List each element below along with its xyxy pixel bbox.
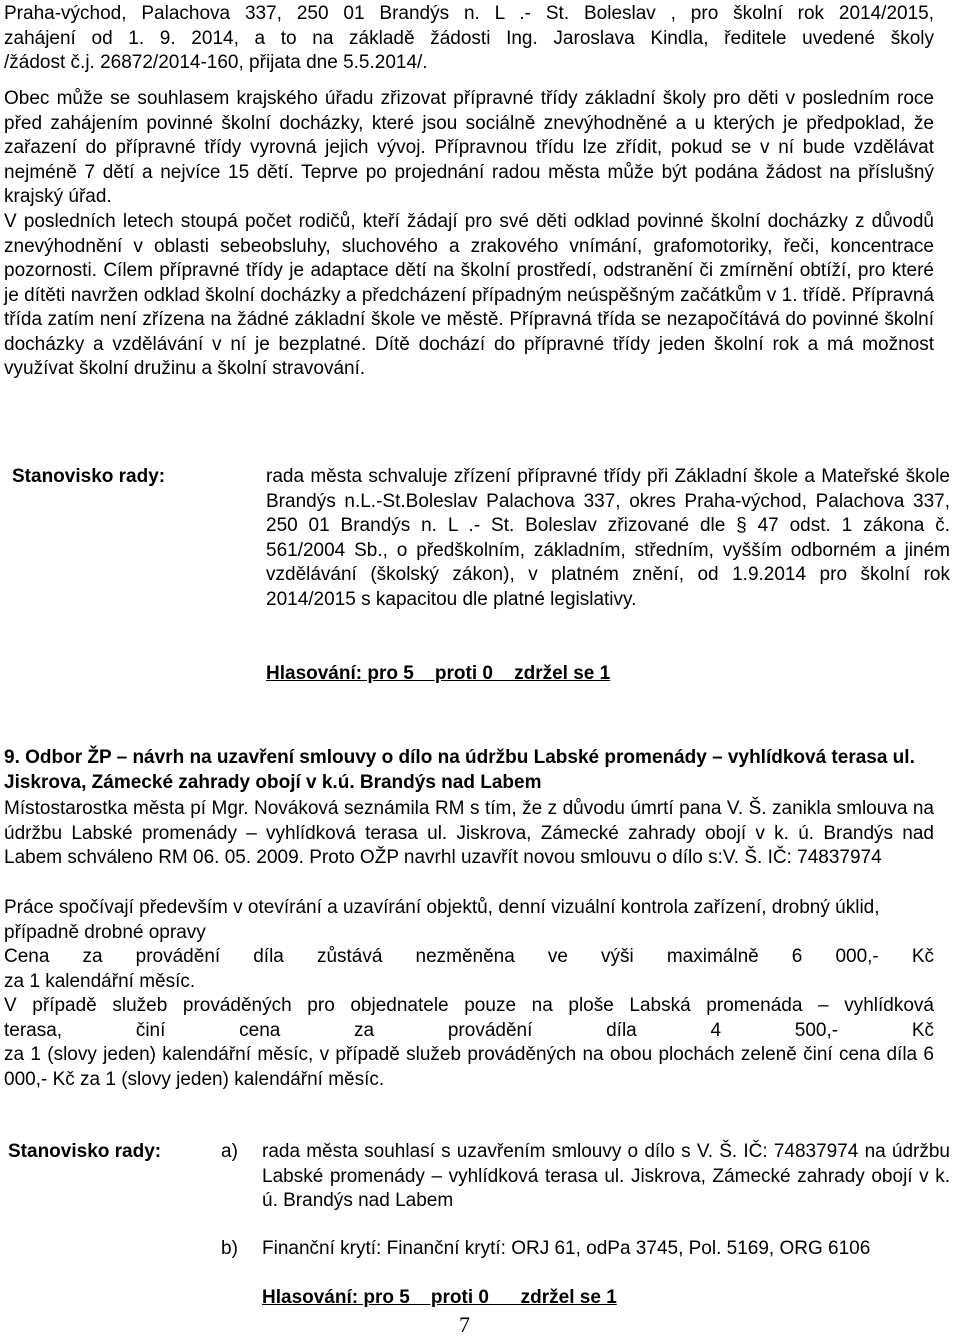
opinion-item-b: Finanční krytí: Finanční krytí: ORJ 61, odPa 3745, Pol. 5169, ORG 6106 (262, 1238, 871, 1259)
header-line: Praha-východ, Palachova 337, 250 01 Brandýs n. L .- St. Boleslav , pro školní rok 2014/2015, (4, 3, 934, 24)
header-line: /žádost č.j. 26872/2014-160, přijata dne 5.5.2014/. (4, 52, 428, 73)
opinion-text: rada města schvaluje zřízení přípravné třídy při Základní škole a Mateřské škole Brandýs n.L.-St.Boleslav Palachova 337, okres Praha-východ, Palachova 337, 250 01 Brandýs n. L .- St. Boleslav zřizované dle § 47 odst. 1 zákona č. 561/2004 Sb., o předškolním, základním, středním, vyšším odborném a jiném vzdělávání (školský zákon), v platném znění, od 1.9.2014 pro školní rok 2014/2015 s kapacitou dle platné legislativy. (266, 466, 950, 610)
price-line: za 1 kalendářní měsíc. (4, 970, 196, 992)
paragraph-preparatory-class: Obec může se souhlasem krajského úřadu zřizovat přípravné třídy základní školy pro děti v posledním roce před zahájením povinné školní docházky, které jsou sociálně znevýhodněné a u kterých je předpoklad, že zařazení do přípravné třídy vyrovná jejich vývoj. Přípravnou třídu lze zřídit, pokud se v ní bude vzdělávat nejméně 7 dětí a nejvíce 15 dětí. Teprve po projednání radou města může být podána žádost na příslušný krajský úřad. (4, 88, 934, 207)
paragraph-work-scope: Práce spočívají především v otevírání a uzavírání objektů, denní vizuální kontrola zařízení, drobný úklid, případně drobné opravy (4, 897, 880, 943)
opinion-label: Stanovisko rady: (8, 1141, 162, 1162)
paragraph-price-variants (4, 994, 934, 1092)
list-marker: a) (221, 1141, 238, 1162)
price-variant-line: terasa, činí cena za provádění díla 4 500,- Kč (4, 1019, 934, 1041)
header-line: zahájení od 1. 9. 2014, a to na základě žádosti Ing. Jaroslava Kindla, ředitele uvedené školy (4, 27, 934, 49)
agenda-item-heading: 9. Odbor ŽP – návrh na uzavření smlouvy o dílo na údržbu Labské promenády – vyhlídková terasa ul. Jiskrova, Zámecké zahrady obojí v k.ú. Brandýs nad Labem (4, 747, 915, 793)
price-variant-rest: za 1 (slovy jeden) kalendářní měsíc, v případě služeb prováděných na obou plochách zeleně činí cena díla 6 000,- Kč za 1 (slovy jeden) kalendářní měsíc. (4, 1044, 934, 1090)
list-marker: b) (221, 1238, 238, 1259)
vote-result: Hlasování: pro 5 proti 0 zdržel se 1 (266, 663, 611, 684)
paragraph-price (4, 945, 934, 994)
opinion-label: Stanovisko rady: (12, 466, 166, 487)
vote-result: Hlasování: pro 5 proti 0 zdržel se 1 (262, 1287, 617, 1308)
page-number: 7 (459, 1312, 470, 1337)
intro-header (4, 2, 934, 76)
price-line: Cena za provádění díla zůstává nezměněna ve výši maximálně 6 000,- Kč (4, 946, 934, 967)
paragraph-contract-background: Místostarostka města pí Mgr. Nováková seznámila RM s tím, že z důvodu úmrtí pana V. Š. zanikla smlouva na údržbu Labské promenády – vyhlídková terasa ul. Jiskrova, Zámecké zahrady obojí v k. ú. Brandýs nad Labem schváleno RM 06. 05. 2009. Proto OŽP navrhl uzavřít novou smlouvu o dílo s:V. Š. IČ: 74837974 (4, 798, 934, 868)
opinion-item-a: rada města souhlasí s uzavřením smlouvy o dílo s V. Š. IČ: 74837974 na údržbu Labské promenády – vyhlídková terasa ul. Jiskrova, Zámecké zahrady obojí v k. ú. Brandýs nad Labem (262, 1141, 950, 1211)
paragraph-deferral-reasons: V posledních letech stoupá počet rodičů, kteří žádají pro své děti odklad povinné školní docházky z důvodů znevýhodnění v oblasti sebeobsluhy, sluchového a zrakového vnímání, grafomotoriky, řeči, koncentrace pozornosti. Cílem přípravné třídy je adaptace dětí na školní prostředí, odstranění či zmírnění obtíží, pro které je dítěti navržen odklad školní docházky a předcházení případným neúspěšným začátkům v 1. třídě. Přípravná třída zatím není zřízena na žádné základní škole ve městě. Přípravná třída se nezapočítává do povinné školní docházky a vzdělávání v ní je bezplatné. Dítě dochází do přípravné třídy jeden školní rok a má možnost využívat školní družinu a školní stravování. (4, 211, 934, 379)
price-variant-line: V případě služeb prováděných pro objednatele pouze na ploše Labská promenáda – vyhlídková (4, 995, 934, 1016)
